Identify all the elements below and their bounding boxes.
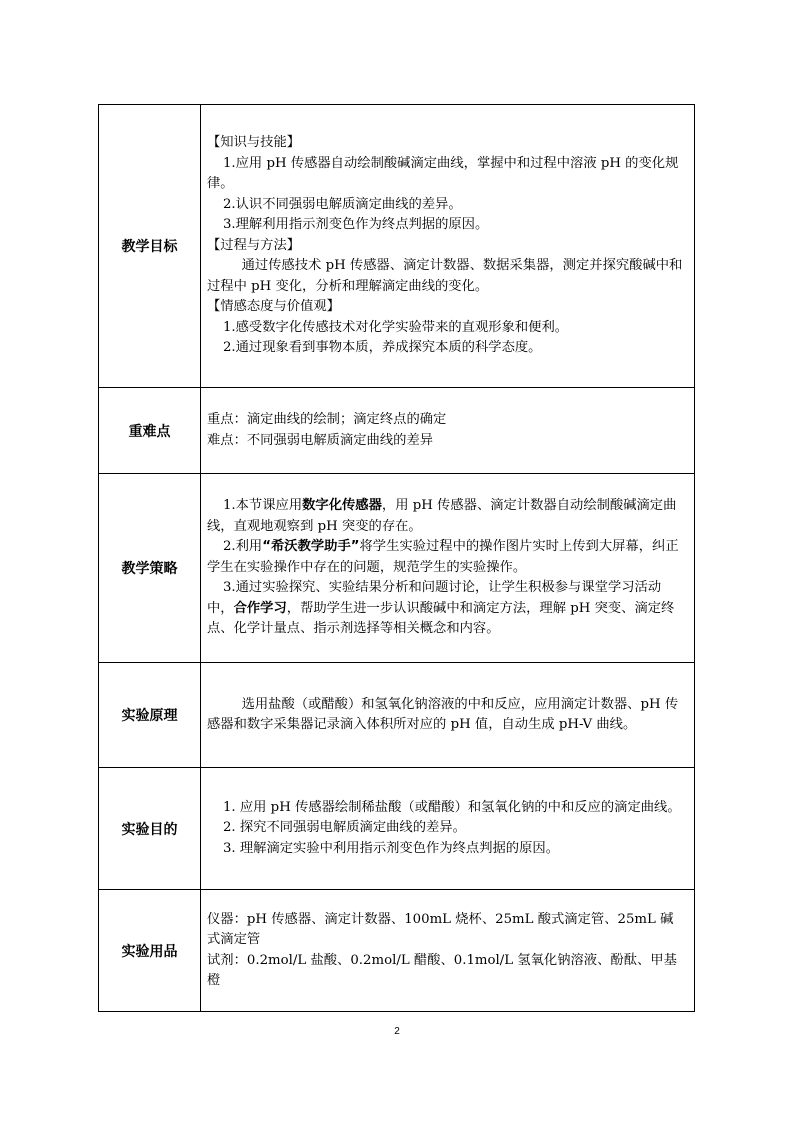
strategy-item xyxy=(207,496,686,537)
purpose-item: 3. 理解滴定实验中利用指示剂变色作为终点判据的原因。 xyxy=(222,840,559,856)
difficult-point-line: 难点：不同强弱电解质滴定曲线的差异 xyxy=(207,432,434,448)
principle-content xyxy=(201,663,695,768)
section-heading-process: 【过程与方法】 xyxy=(207,237,301,253)
materials-content xyxy=(201,890,695,1012)
objective-item: 3.理解利用指示剂变色作为终点判据的原因。 xyxy=(222,217,489,233)
purpose-item: 2. 探究不同强弱电解质滴定曲线的差异。 xyxy=(222,820,466,836)
row-label-objectives: 教学目标 xyxy=(99,105,201,388)
objective-item: 1.感受数字化传感技术对化学实验带来的直观形象和便利。 xyxy=(222,319,569,335)
strategy-text: 将学生实验过程中的操作图片实时上传到大屏幕，纠正学生在实验操作中存在的问题，规范学生的实验操作。 xyxy=(207,539,679,575)
objective-item: 2.通过现象看到事物本质，养成探究本质的科学态度。 xyxy=(222,340,542,356)
objectives-content xyxy=(201,105,695,388)
key-point-line: 重点：滴定曲线的绘制；滴定终点的确定 xyxy=(207,412,447,427)
objective-item: 1.应用 pH 传感器自动绘制酸碱滴定曲线，掌握中和过程中溶液 pH 的变化规律。 xyxy=(207,155,679,192)
strategy-item xyxy=(207,537,686,578)
strategy-content xyxy=(201,474,695,663)
table-row-purpose xyxy=(99,768,695,890)
principle-text: 选用盐酸（或醋酸）和氢氧化钠溶液的中和反应，应用滴定计数器、pH 传感器和数字采集器记录滴入体积所对应的 pH 值，自动生成 pH-V 曲线。 xyxy=(207,696,679,732)
strategy-highlight: 数字化传感器 xyxy=(302,498,382,514)
row-label-principle: 实验原理 xyxy=(99,663,201,768)
strategy-highlight: “希沃教学助手” xyxy=(262,539,360,555)
purpose-item: 1. 应用 pH 传感器绘制稀盐酸（或醋酸）和氢氧化钠的中和反应的滴定曲线。 xyxy=(222,799,681,815)
table-row-strategy xyxy=(99,474,695,663)
page-number: 2 xyxy=(394,1026,400,1037)
section-heading-attitude: 【情感态度与价值观】 xyxy=(207,299,340,315)
table-row-materials xyxy=(99,890,695,1012)
key-points-content xyxy=(201,388,695,474)
strategy-highlight: 合作学习 xyxy=(233,600,287,616)
table-row-objectives xyxy=(99,105,695,388)
row-label-materials: 实验用品 xyxy=(99,890,201,1012)
strategy-item xyxy=(207,578,686,640)
section-heading-knowledge: 【知识与技能】 xyxy=(207,135,301,151)
table-row-key-points xyxy=(99,388,695,474)
lesson-plan-table xyxy=(98,104,695,1012)
purpose-content xyxy=(201,768,695,890)
row-label-strategy: 教学策略 xyxy=(99,474,201,663)
table-row-principle xyxy=(99,663,695,768)
objective-paragraph: 通过传感技术 pH 传感器、滴定计数器、数据采集器，测定并探究酸碱中和过程中 pH 变化，分析和理解滴定曲线的变化。 xyxy=(207,258,683,294)
reagents-line: 试剂：0.2mol/L 盐酸、0.2mol/L 醋酸、0.1mol/L 氢氧化钠溶液、酚酞、甲基橙 xyxy=(207,952,677,988)
strategy-text: 2.利用 xyxy=(222,539,263,555)
strategy-text: 3.通过实验探究、实验结果分析和问题讨论，让学生积极参与课堂学习活动中， xyxy=(207,580,662,616)
strategy-text: ，帮助学生进一步认识酸碱中和滴定方法，理解 pH 突变、滴定终点、化学计量点、指示剂选择等相关概念和内容。 xyxy=(207,600,675,637)
row-label-key-points: 重难点 xyxy=(99,388,201,474)
row-label-purpose: 实验目的 xyxy=(99,768,201,890)
instruments-line: 仪器：pH 传感器、滴定计数器、100mL 烧杯、25mL 酸式滴定管、25mL 碱式滴定管 xyxy=(207,911,674,947)
strategy-text: ，用 pH 传感器、滴定计数器自动绘制酸碱滴定曲线，直观地观察到 pH 突变的存在。 xyxy=(207,498,677,534)
objective-item: 2.认识不同强弱电解质滴定曲线的差异。 xyxy=(222,196,462,212)
strategy-text: 1.本节课应用 xyxy=(222,498,303,514)
